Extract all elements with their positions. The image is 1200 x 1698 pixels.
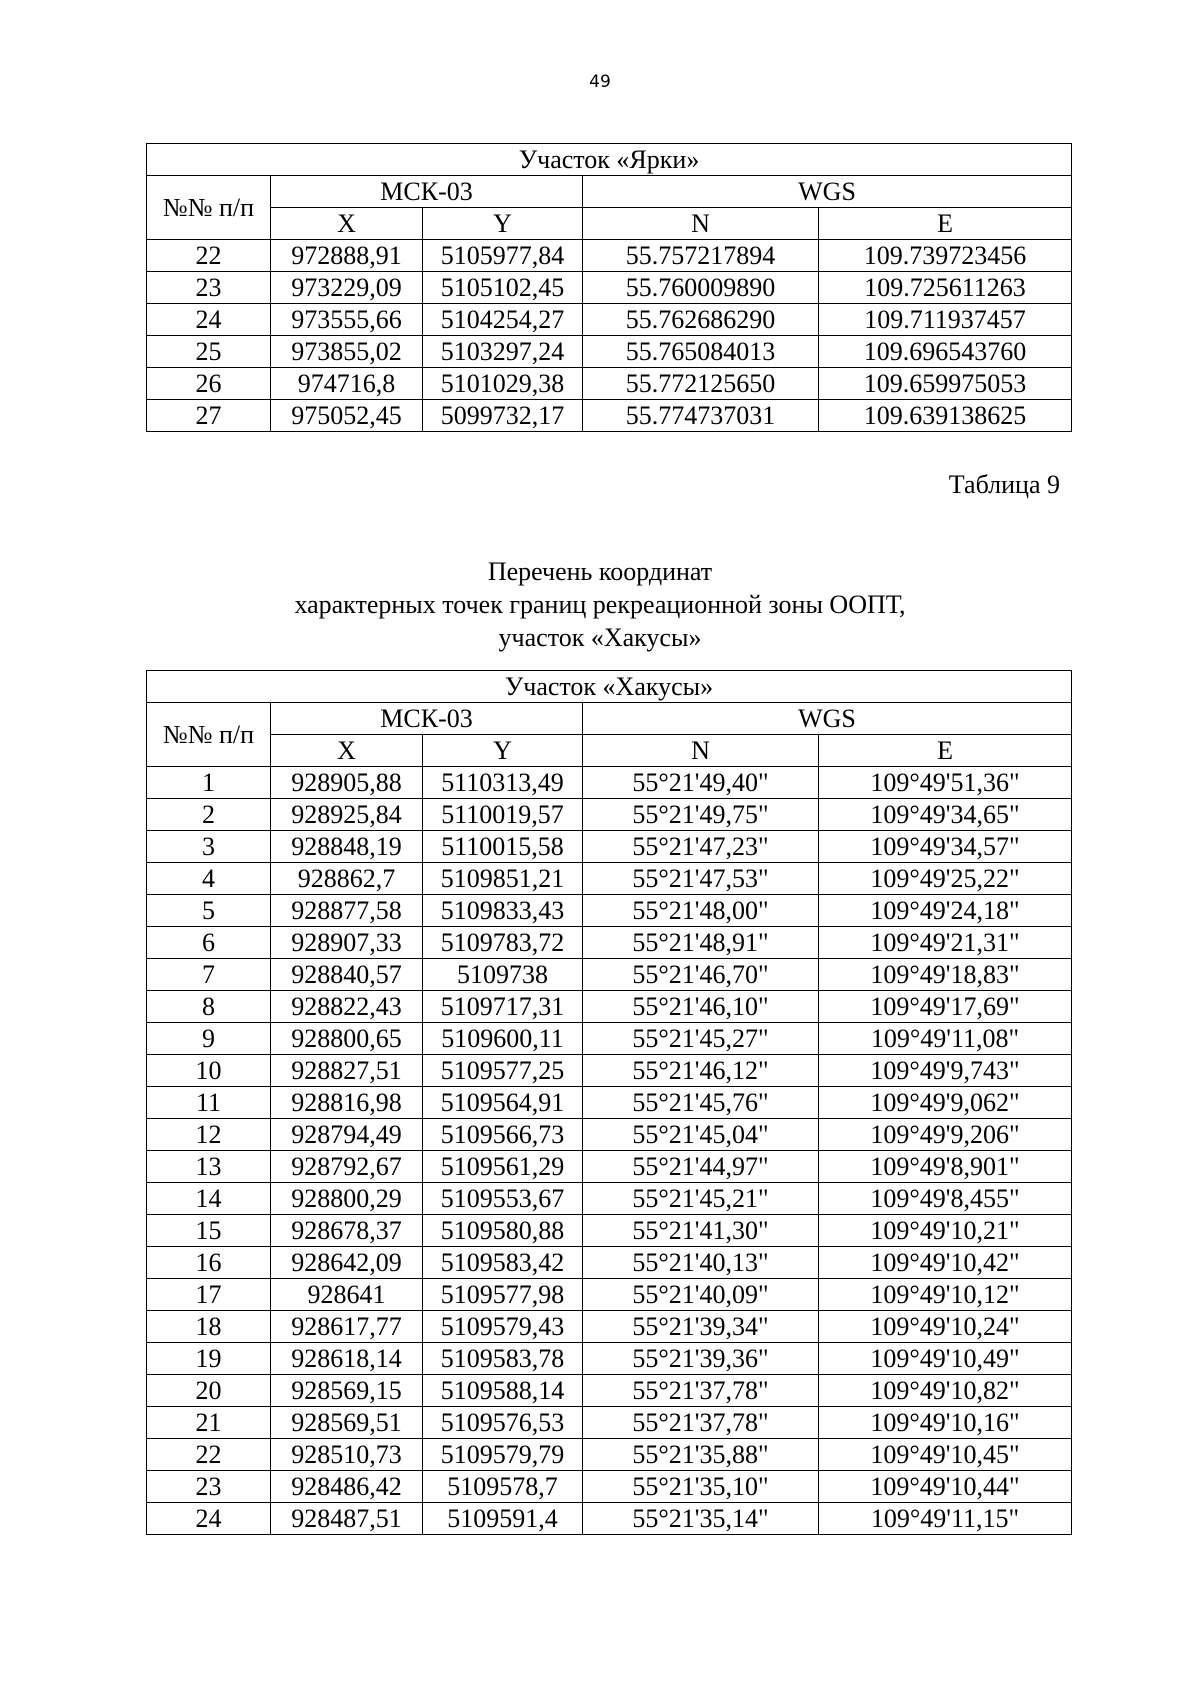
msk-x-cell: 928792,67 [271, 1151, 423, 1183]
msk-x-cell: 972888,91 [271, 240, 423, 272]
point-number-cell: 27 [147, 400, 271, 432]
msk-x-cell: 973229,09 [271, 272, 423, 304]
wgs-n-cell: 55°21'45,76" [583, 1087, 819, 1119]
table-row [147, 1503, 1072, 1535]
msk-y-cell: 5109738 [423, 959, 583, 991]
table-row [147, 767, 1072, 799]
caption-line-2: характерных точек границ рекреационной зоны ООПТ, [294, 590, 906, 619]
header-wgs: WGS [583, 176, 1072, 208]
msk-x-cell: 928618,14 [271, 1343, 423, 1375]
wgs-e-cell: 109°49'11,15" [819, 1503, 1072, 1535]
wgs-e-cell: 109°49'34,65" [819, 799, 1072, 831]
point-number-cell: 12 [147, 1119, 271, 1151]
msk-y-cell: 5101029,38 [423, 368, 583, 400]
wgs-n-cell: 55.760009890 [583, 272, 819, 304]
wgs-n-cell: 55°21'37,78" [583, 1407, 819, 1439]
wgs-e-cell: 109°49'10,49" [819, 1343, 1072, 1375]
point-number-cell: 23 [147, 272, 271, 304]
msk-x-cell: 928800,29 [271, 1183, 423, 1215]
msk-y-cell: 5109553,67 [423, 1183, 583, 1215]
point-number-cell: 6 [147, 927, 271, 959]
table-row [147, 240, 1072, 272]
wgs-n-cell: 55°21'39,36" [583, 1343, 819, 1375]
wgs-e-cell: 109°49'24,18" [819, 895, 1072, 927]
wgs-n-cell: 55°21'37,78" [583, 1375, 819, 1407]
point-number-cell: 17 [147, 1279, 271, 1311]
msk-y-cell: 5109577,25 [423, 1055, 583, 1087]
wgs-n-cell: 55°21'35,10" [583, 1471, 819, 1503]
wgs-n-cell: 55.762686290 [583, 304, 819, 336]
point-number-cell: 3 [147, 831, 271, 863]
table-row [147, 1215, 1072, 1247]
table-row [147, 1183, 1072, 1215]
wgs-e-cell: 109°49'18,83" [819, 959, 1072, 991]
msk-y-cell: 5109783,72 [423, 927, 583, 959]
msk-y-cell: 5104254,27 [423, 304, 583, 336]
wgs-e-cell: 109°49'9,062" [819, 1087, 1072, 1119]
table-row [147, 368, 1072, 400]
table-row [147, 927, 1072, 959]
table-row [147, 895, 1072, 927]
wgs-n-cell: 55°21'49,40" [583, 767, 819, 799]
header-y: Y [423, 735, 583, 767]
msk-x-cell: 928510,73 [271, 1439, 423, 1471]
table-row [147, 959, 1072, 991]
table-row [147, 400, 1072, 432]
point-number-cell: 24 [147, 304, 271, 336]
wgs-e-cell: 109°49'8,901" [819, 1151, 1072, 1183]
table-header-row [147, 176, 1072, 208]
wgs-e-cell: 109.659975053 [819, 368, 1072, 400]
point-number-cell: 2 [147, 799, 271, 831]
table-row [147, 991, 1072, 1023]
table-row [147, 1023, 1072, 1055]
header-e: E [819, 735, 1072, 767]
wgs-n-cell: 55°21'46,12" [583, 1055, 819, 1087]
wgs-n-cell: 55°21'39,34" [583, 1311, 819, 1343]
msk-y-cell: 5110313,49 [423, 767, 583, 799]
msk-y-cell: 5109578,7 [423, 1471, 583, 1503]
wgs-e-cell: 109°49'10,45" [819, 1439, 1072, 1471]
point-number-cell: 26 [147, 368, 271, 400]
wgs-e-cell: 109°49'34,57" [819, 831, 1072, 863]
msk-x-cell: 928678,37 [271, 1215, 423, 1247]
wgs-n-cell: 55°21'46,70" [583, 959, 819, 991]
table-subheader-row [147, 735, 1072, 767]
section-title: Участок «Хакусы» [147, 671, 1072, 703]
wgs-n-cell: 55.757217894 [583, 240, 819, 272]
caption-line-1: Перечень координат [487, 557, 713, 586]
wgs-n-cell: 55°21'40,13" [583, 1247, 819, 1279]
msk-x-cell: 928486,42 [271, 1471, 423, 1503]
point-number-cell: 22 [147, 240, 271, 272]
msk-x-cell: 928800,65 [271, 1023, 423, 1055]
table-subheader-row [147, 208, 1072, 240]
wgs-e-cell: 109.639138625 [819, 400, 1072, 432]
header-e: E [819, 208, 1072, 240]
point-number-cell: 13 [147, 1151, 271, 1183]
point-number-cell: 1 [147, 767, 271, 799]
msk-x-cell: 974716,8 [271, 368, 423, 400]
coordinates-table-khakusy [146, 670, 1072, 1535]
wgs-n-cell: 55°21'48,91" [583, 927, 819, 959]
wgs-e-cell: 109°49'10,12" [819, 1279, 1072, 1311]
wgs-e-cell: 109°49'9,206" [819, 1119, 1072, 1151]
point-number-cell: 5 [147, 895, 271, 927]
msk-y-cell: 5109566,73 [423, 1119, 583, 1151]
point-number-cell: 23 [147, 1471, 271, 1503]
table-row [147, 1247, 1072, 1279]
table-row [147, 799, 1072, 831]
msk-x-cell: 928905,88 [271, 767, 423, 799]
point-number-cell: 9 [147, 1023, 271, 1055]
msk-x-cell: 928907,33 [271, 927, 423, 959]
point-number-cell: 18 [147, 1311, 271, 1343]
header-n: N [583, 208, 819, 240]
table-row [147, 1311, 1072, 1343]
wgs-e-cell: 109°49'17,69" [819, 991, 1072, 1023]
msk-y-cell: 5109577,98 [423, 1279, 583, 1311]
msk-y-cell: 5109833,43 [423, 895, 583, 927]
wgs-e-cell: 109°49'8,455" [819, 1183, 1072, 1215]
wgs-e-cell: 109°49'9,743" [819, 1055, 1072, 1087]
point-number-cell: 21 [147, 1407, 271, 1439]
table-row [147, 1471, 1072, 1503]
wgs-n-cell: 55.774737031 [583, 400, 819, 432]
wgs-e-cell: 109°49'10,16" [819, 1407, 1072, 1439]
wgs-n-cell: 55°21'40,09" [583, 1279, 819, 1311]
msk-x-cell: 928862,7 [271, 863, 423, 895]
wgs-n-cell: 55°21'45,21" [583, 1183, 819, 1215]
msk-x-cell: 928925,84 [271, 799, 423, 831]
wgs-e-cell: 109°49'11,08" [819, 1023, 1072, 1055]
point-number-cell: 11 [147, 1087, 271, 1119]
msk-x-cell: 928487,51 [271, 1503, 423, 1535]
table-row [147, 336, 1072, 368]
wgs-n-cell: 55°21'47,23" [583, 831, 819, 863]
wgs-e-cell: 109.711937457 [819, 304, 1072, 336]
msk-y-cell: 5110015,58 [423, 831, 583, 863]
msk-x-cell: 928569,15 [271, 1375, 423, 1407]
point-number-cell: 19 [147, 1343, 271, 1375]
msk-y-cell: 5109580,88 [423, 1215, 583, 1247]
wgs-e-cell: 109.725611263 [819, 272, 1072, 304]
wgs-e-cell: 109°49'10,42" [819, 1247, 1072, 1279]
header-x: X [271, 208, 423, 240]
table-row [147, 1439, 1072, 1471]
msk-x-cell: 928641 [271, 1279, 423, 1311]
table-row [147, 1087, 1072, 1119]
point-number-cell: 14 [147, 1183, 271, 1215]
table-row [147, 1055, 1072, 1087]
wgs-e-cell: 109°49'51,36" [819, 767, 1072, 799]
point-number-cell: 22 [147, 1439, 271, 1471]
wgs-n-cell: 55°21'47,53" [583, 863, 819, 895]
point-number-cell: 15 [147, 1215, 271, 1247]
point-number-cell: 7 [147, 959, 271, 991]
wgs-e-cell: 109°49'21,31" [819, 927, 1072, 959]
wgs-n-cell: 55°21'35,88" [583, 1439, 819, 1471]
msk-y-cell: 5109851,21 [423, 863, 583, 895]
msk-x-cell: 973855,02 [271, 336, 423, 368]
wgs-e-cell: 109°49'10,21" [819, 1215, 1072, 1247]
table-title-row [147, 671, 1072, 703]
point-number-cell: 4 [147, 863, 271, 895]
msk-y-cell: 5105102,45 [423, 272, 583, 304]
msk-y-cell: 5109576,53 [423, 1407, 583, 1439]
wgs-n-cell: 55°21'49,75" [583, 799, 819, 831]
table-caption [0, 555, 1200, 654]
msk-y-cell: 5109717,31 [423, 991, 583, 1023]
msk-y-cell: 5109561,29 [423, 1151, 583, 1183]
msk-y-cell: 5109600,11 [423, 1023, 583, 1055]
wgs-n-cell: 55.772125650 [583, 368, 819, 400]
table-row [147, 1343, 1072, 1375]
table-row [147, 863, 1072, 895]
msk-y-cell: 5105977,84 [423, 240, 583, 272]
table-row [147, 1375, 1072, 1407]
header-wgs: WGS [583, 703, 1072, 735]
msk-y-cell: 5103297,24 [423, 336, 583, 368]
header-n: N [583, 735, 819, 767]
wgs-e-cell: 109°49'10,82" [819, 1375, 1072, 1407]
msk-x-cell: 928794,49 [271, 1119, 423, 1151]
table-header-row [147, 703, 1072, 735]
wgs-e-cell: 109°49'25,22" [819, 863, 1072, 895]
msk-x-cell: 928840,57 [271, 959, 423, 991]
header-num: №№ п/п [147, 176, 271, 240]
table-row [147, 1279, 1072, 1311]
wgs-n-cell: 55°21'45,27" [583, 1023, 819, 1055]
msk-y-cell: 5109583,42 [423, 1247, 583, 1279]
point-number-cell: 16 [147, 1247, 271, 1279]
wgs-n-cell: 55°21'41,30" [583, 1215, 819, 1247]
msk-y-cell: 5099732,17 [423, 400, 583, 432]
caption-line-3: участок «Хакусы» [498, 623, 702, 652]
table-row [147, 831, 1072, 863]
header-msk: МСК-03 [271, 176, 583, 208]
table-row [147, 1407, 1072, 1439]
section-title: Участок «Ярки» [147, 144, 1072, 176]
coordinates-table-yarki [146, 143, 1072, 432]
table-row [147, 1151, 1072, 1183]
point-number-cell: 24 [147, 1503, 271, 1535]
msk-y-cell: 5110019,57 [423, 799, 583, 831]
point-number-cell: 10 [147, 1055, 271, 1087]
wgs-n-cell: 55.765084013 [583, 336, 819, 368]
wgs-e-cell: 109.739723456 [819, 240, 1072, 272]
msk-y-cell: 5109583,78 [423, 1343, 583, 1375]
msk-y-cell: 5109588,14 [423, 1375, 583, 1407]
msk-x-cell: 928877,58 [271, 895, 423, 927]
point-number-cell: 8 [147, 991, 271, 1023]
wgs-n-cell: 55°21'48,00" [583, 895, 819, 927]
table-row [147, 1119, 1072, 1151]
msk-x-cell: 928822,43 [271, 991, 423, 1023]
msk-x-cell: 928816,98 [271, 1087, 423, 1119]
wgs-e-cell: 109°49'10,24" [819, 1311, 1072, 1343]
msk-y-cell: 5109564,91 [423, 1087, 583, 1119]
wgs-e-cell: 109°49'10,44" [819, 1471, 1072, 1503]
table-row [147, 272, 1072, 304]
table-label: Таблица 9 [948, 470, 1060, 499]
msk-x-cell: 928848,19 [271, 831, 423, 863]
point-number-cell: 25 [147, 336, 271, 368]
msk-x-cell: 928827,51 [271, 1055, 423, 1087]
msk-y-cell: 5109579,43 [423, 1311, 583, 1343]
point-number-cell: 20 [147, 1375, 271, 1407]
wgs-n-cell: 55°21'46,10" [583, 991, 819, 1023]
wgs-n-cell: 55°21'45,04" [583, 1119, 819, 1151]
msk-x-cell: 928642,09 [271, 1247, 423, 1279]
msk-x-cell: 928569,51 [271, 1407, 423, 1439]
wgs-e-cell: 109.696543760 [819, 336, 1072, 368]
page-number: 49 [589, 72, 611, 92]
header-y: Y [423, 208, 583, 240]
table-title-row [147, 144, 1072, 176]
header-num: №№ п/п [147, 703, 271, 767]
msk-y-cell: 5109579,79 [423, 1439, 583, 1471]
msk-x-cell: 928617,77 [271, 1311, 423, 1343]
wgs-n-cell: 55°21'35,14" [583, 1503, 819, 1535]
wgs-n-cell: 55°21'44,97" [583, 1151, 819, 1183]
msk-y-cell: 5109591,4 [423, 1503, 583, 1535]
table-row [147, 304, 1072, 336]
msk-x-cell: 975052,45 [271, 400, 423, 432]
msk-x-cell: 973555,66 [271, 304, 423, 336]
header-x: X [271, 735, 423, 767]
header-msk: МСК-03 [271, 703, 583, 735]
